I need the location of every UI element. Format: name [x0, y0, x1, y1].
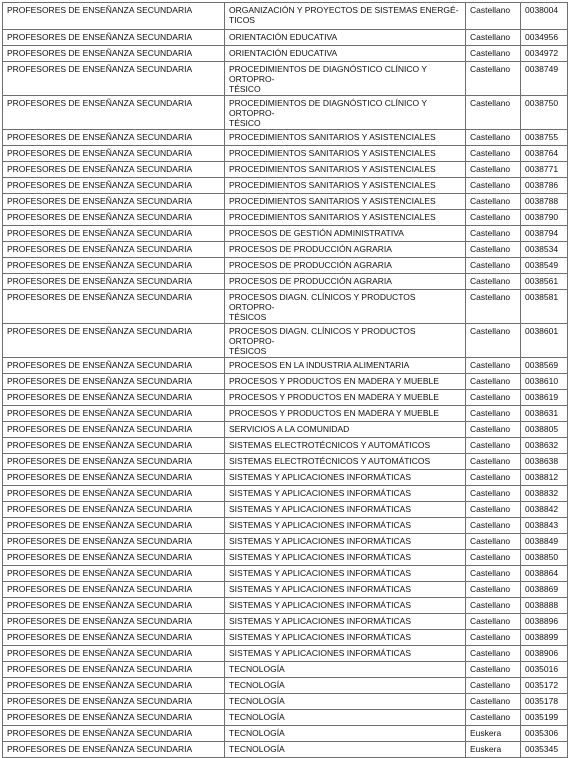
language-cell: Castellano: [466, 162, 521, 178]
specialty-cell: PROCESOS DE PRODUCCIÓN AGRARIA: [225, 274, 466, 290]
specialty-cell: PROCEDIMIENTOS SANITARIOS Y ASISTENCIALES: [225, 162, 466, 178]
specialty-cell: TECNOLOGÍA: [225, 662, 466, 678]
table-row: [3, 30, 568, 46]
language-cell: Castellano: [466, 258, 521, 274]
body-cell: PROFESORES DE ENSEÑANZA SECUNDARIA: [3, 662, 225, 678]
code-cell: 0038610: [521, 374, 568, 390]
language-cell: Castellano: [466, 710, 521, 726]
specialty-cell: PROCEDIMIENTOS SANITARIOS Y ASISTENCIALES: [225, 178, 466, 194]
language-cell: Euskera: [466, 726, 521, 742]
table-row: [3, 566, 568, 582]
body-cell: PROFESORES DE ENSEÑANZA SECUNDARIA: [3, 534, 225, 550]
table-row: [3, 742, 568, 758]
code-cell: 0038805: [521, 422, 568, 438]
body-cell: PROFESORES DE ENSEÑANZA SECUNDARIA: [3, 598, 225, 614]
language-cell: Castellano: [466, 62, 521, 96]
language-cell: Castellano: [466, 422, 521, 438]
specialty-cell: PROCESOS Y PRODUCTOS EN MADERA Y MUEBLE: [225, 374, 466, 390]
code-cell: 0038750: [521, 96, 568, 130]
specialty-cell: SISTEMAS ELECTROTÉCNICOS Y AUTOMÁTICOS: [225, 438, 466, 454]
code-cell: 0038569: [521, 358, 568, 374]
body-cell: PROFESORES DE ENSEÑANZA SECUNDARIA: [3, 502, 225, 518]
specialty-cell: SISTEMAS Y APLICACIONES INFORMÁTICAS: [225, 486, 466, 502]
specialty-cell: SERVICIOS A LA COMUNIDAD: [225, 422, 466, 438]
specialty-cell: PROCESOS DE PRODUCCIÓN AGRARIA: [225, 242, 466, 258]
specialty-cell: SISTEMAS Y APLICACIONES INFORMÁTICAS: [225, 550, 466, 566]
specialty-cell: SISTEMAS Y APLICACIONES INFORMÁTICAS: [225, 566, 466, 582]
code-cell: 0038812: [521, 470, 568, 486]
language-cell: Castellano: [466, 130, 521, 146]
code-cell: 0038534: [521, 242, 568, 258]
table-row: [3, 162, 568, 178]
language-cell: Castellano: [466, 486, 521, 502]
language-cell: Castellano: [466, 3, 521, 30]
code-cell: 0038864: [521, 566, 568, 582]
specialty-cell: SISTEMAS Y APLICACIONES INFORMÁTICAS: [225, 630, 466, 646]
language-cell: Castellano: [466, 290, 521, 324]
code-cell: 0038581: [521, 290, 568, 324]
body-cell: PROFESORES DE ENSEÑANZA SECUNDARIA: [3, 438, 225, 454]
specialty-cell: SISTEMAS Y APLICACIONES INFORMÁTICAS: [225, 614, 466, 630]
body-cell: PROFESORES DE ENSEÑANZA SECUNDARIA: [3, 406, 225, 422]
language-cell: Castellano: [466, 226, 521, 242]
table-row: [3, 258, 568, 274]
table-row: [3, 390, 568, 406]
language-cell: Castellano: [466, 694, 521, 710]
language-cell: Castellano: [466, 46, 521, 62]
table-row: [3, 406, 568, 422]
language-cell: Euskera: [466, 742, 521, 758]
language-cell: Castellano: [466, 210, 521, 226]
positions-table-body: [3, 3, 568, 758]
table-row: [3, 582, 568, 598]
specialty-cell: SISTEMAS Y APLICACIONES INFORMÁTICAS: [225, 502, 466, 518]
code-cell: 0038790: [521, 210, 568, 226]
body-cell: PROFESORES DE ENSEÑANZA SECUNDARIA: [3, 550, 225, 566]
language-cell: Castellano: [466, 534, 521, 550]
body-cell: PROFESORES DE ENSEÑANZA SECUNDARIA: [3, 454, 225, 470]
specialty-cell: SISTEMAS Y APLICACIONES INFORMÁTICAS: [225, 518, 466, 534]
body-cell: PROFESORES DE ENSEÑANZA SECUNDARIA: [3, 614, 225, 630]
code-cell: 0038638: [521, 454, 568, 470]
language-cell: Castellano: [466, 454, 521, 470]
body-cell: PROFESORES DE ENSEÑANZA SECUNDARIA: [3, 290, 225, 324]
body-cell: PROFESORES DE ENSEÑANZA SECUNDARIA: [3, 470, 225, 486]
table-row: [3, 3, 568, 30]
table-row: [3, 630, 568, 646]
table-row: [3, 178, 568, 194]
body-cell: PROFESORES DE ENSEÑANZA SECUNDARIA: [3, 258, 225, 274]
language-cell: Castellano: [466, 630, 521, 646]
code-cell: 0035199: [521, 710, 568, 726]
table-row: [3, 422, 568, 438]
language-cell: Castellano: [466, 178, 521, 194]
specialty-cell: PROCESOS EN LA INDUSTRIA ALIMENTARIA: [225, 358, 466, 374]
body-cell: PROFESORES DE ENSEÑANZA SECUNDARIA: [3, 486, 225, 502]
language-cell: Castellano: [466, 566, 521, 582]
specialty-cell: ORIENTACIÓN EDUCATIVA: [225, 30, 466, 46]
body-cell: PROFESORES DE ENSEÑANZA SECUNDARIA: [3, 694, 225, 710]
table-row: [3, 358, 568, 374]
table-row: [3, 646, 568, 662]
table-row: [3, 614, 568, 630]
language-cell: Castellano: [466, 518, 521, 534]
code-cell: 0038764: [521, 146, 568, 162]
table-row: [3, 290, 568, 324]
code-cell: 0038896: [521, 614, 568, 630]
body-cell: PROFESORES DE ENSEÑANZA SECUNDARIA: [3, 30, 225, 46]
table-row: [3, 486, 568, 502]
code-cell: 0038888: [521, 598, 568, 614]
code-cell: 0038850: [521, 550, 568, 566]
table-row: [3, 470, 568, 486]
code-cell: 0038771: [521, 162, 568, 178]
code-cell: 0035345: [521, 742, 568, 758]
table-row: [3, 374, 568, 390]
table-row: [3, 274, 568, 290]
body-cell: PROFESORES DE ENSEÑANZA SECUNDARIA: [3, 242, 225, 258]
table-row: [3, 678, 568, 694]
body-cell: PROFESORES DE ENSEÑANZA SECUNDARIA: [3, 390, 225, 406]
body-cell: PROFESORES DE ENSEÑANZA SECUNDARIA: [3, 582, 225, 598]
language-cell: Castellano: [466, 146, 521, 162]
body-cell: PROFESORES DE ENSEÑANZA SECUNDARIA: [3, 646, 225, 662]
code-cell: 0038631: [521, 406, 568, 422]
language-cell: Castellano: [466, 30, 521, 46]
language-cell: Castellano: [466, 662, 521, 678]
specialty-cell: SISTEMAS Y APLICACIONES INFORMÁTICAS: [225, 534, 466, 550]
table-row: [3, 662, 568, 678]
specialty-cell: TECNOLOGÍA: [225, 726, 466, 742]
body-cell: PROFESORES DE ENSEÑANZA SECUNDARIA: [3, 742, 225, 758]
body-cell: PROFESORES DE ENSEÑANZA SECUNDARIA: [3, 178, 225, 194]
language-cell: Castellano: [466, 646, 521, 662]
specialty-cell: SISTEMAS Y APLICACIONES INFORMÁTICAS: [225, 646, 466, 662]
body-cell: PROFESORES DE ENSEÑANZA SECUNDARIA: [3, 46, 225, 62]
code-cell: 0038849: [521, 534, 568, 550]
specialty-cell: PROCEDIMIENTOS SANITARIOS Y ASISTENCIALES: [225, 210, 466, 226]
code-cell: 0035306: [521, 726, 568, 742]
body-cell: PROFESORES DE ENSEÑANZA SECUNDARIA: [3, 324, 225, 358]
specialty-cell: PROCEDIMIENTOS SANITARIOS Y ASISTENCIALES: [225, 194, 466, 210]
language-cell: Castellano: [466, 194, 521, 210]
code-cell: 0034956: [521, 30, 568, 46]
specialty-cell: TECNOLOGÍA: [225, 742, 466, 758]
table-row: [3, 550, 568, 566]
table-row: [3, 726, 568, 742]
specialty-cell: SISTEMAS Y APLICACIONES INFORMÁTICAS: [225, 582, 466, 598]
specialty-cell: SISTEMAS ELECTROTÉCNICOS Y AUTOMÁTICOS: [225, 454, 466, 470]
code-cell: 0038632: [521, 438, 568, 454]
code-cell: 0038899: [521, 630, 568, 646]
code-cell: 0038832: [521, 486, 568, 502]
language-cell: Castellano: [466, 358, 521, 374]
language-cell: Castellano: [466, 274, 521, 290]
language-cell: Castellano: [466, 242, 521, 258]
specialty-cell: TECNOLOGÍA: [225, 694, 466, 710]
body-cell: PROFESORES DE ENSEÑANZA SECUNDARIA: [3, 146, 225, 162]
table-row: [3, 710, 568, 726]
table-row: [3, 146, 568, 162]
table-row: [3, 518, 568, 534]
table-row: [3, 454, 568, 470]
specialty-cell: TECNOLOGÍA: [225, 678, 466, 694]
language-cell: Castellano: [466, 550, 521, 566]
code-cell: 0038842: [521, 502, 568, 518]
table-row: [3, 96, 568, 130]
body-cell: PROFESORES DE ENSEÑANZA SECUNDARIA: [3, 274, 225, 290]
code-cell: 0038794: [521, 226, 568, 242]
table-row: [3, 324, 568, 358]
code-cell: 0038906: [521, 646, 568, 662]
table-row: [3, 62, 568, 96]
specialty-cell: PROCESOS Y PRODUCTOS EN MADERA Y MUEBLE: [225, 390, 466, 406]
body-cell: PROFESORES DE ENSEÑANZA SECUNDARIA: [3, 566, 225, 582]
body-cell: PROFESORES DE ENSEÑANZA SECUNDARIA: [3, 358, 225, 374]
specialty-cell: PROCEDIMIENTOS SANITARIOS Y ASISTENCIALES: [225, 146, 466, 162]
language-cell: Castellano: [466, 678, 521, 694]
body-cell: PROFESORES DE ENSEÑANZA SECUNDARIA: [3, 422, 225, 438]
table-row: [3, 226, 568, 242]
language-cell: Castellano: [466, 470, 521, 486]
language-cell: Castellano: [466, 502, 521, 518]
language-cell: Castellano: [466, 406, 521, 422]
body-cell: PROFESORES DE ENSEÑANZA SECUNDARIA: [3, 374, 225, 390]
specialty-cell: TECNOLOGÍA: [225, 710, 466, 726]
code-cell: 0035178: [521, 694, 568, 710]
code-cell: 0038549: [521, 258, 568, 274]
language-cell: Castellano: [466, 598, 521, 614]
body-cell: PROFESORES DE ENSEÑANZA SECUNDARIA: [3, 96, 225, 130]
body-cell: PROFESORES DE ENSEÑANZA SECUNDARIA: [3, 630, 225, 646]
specialty-cell: PROCESOS DIAGN. CLÍNICOS Y PRODUCTOS ORTOPRO- TÉSICOS: [225, 290, 466, 324]
code-cell: 0038601: [521, 324, 568, 358]
code-cell: 0035016: [521, 662, 568, 678]
body-cell: PROFESORES DE ENSEÑANZA SECUNDARIA: [3, 62, 225, 96]
code-cell: 0038869: [521, 582, 568, 598]
language-cell: Castellano: [466, 614, 521, 630]
code-cell: 0038843: [521, 518, 568, 534]
specialty-cell: PROCESOS DIAGN. CLÍNICOS Y PRODUCTOS ORTOPRO- TÉSICOS: [225, 324, 466, 358]
body-cell: PROFESORES DE ENSEÑANZA SECUNDARIA: [3, 678, 225, 694]
positions-table: [2, 2, 568, 758]
language-cell: Castellano: [466, 96, 521, 130]
code-cell: 0038004: [521, 3, 568, 30]
specialty-cell: SISTEMAS Y APLICACIONES INFORMÁTICAS: [225, 598, 466, 614]
specialty-cell: ORIENTACIÓN EDUCATIVA: [225, 46, 466, 62]
body-cell: PROFESORES DE ENSEÑANZA SECUNDARIA: [3, 130, 225, 146]
body-cell: PROFESORES DE ENSEÑANZA SECUNDARIA: [3, 518, 225, 534]
table-row: [3, 694, 568, 710]
specialty-cell: PROCEDIMIENTOS SANITARIOS Y ASISTENCIALES: [225, 130, 466, 146]
table-row: [3, 194, 568, 210]
body-cell: PROFESORES DE ENSEÑANZA SECUNDARIA: [3, 710, 225, 726]
language-cell: Castellano: [466, 390, 521, 406]
language-cell: Castellano: [466, 582, 521, 598]
table-row: [3, 46, 568, 62]
table-row: [3, 534, 568, 550]
specialty-cell: SISTEMAS Y APLICACIONES INFORMÁTICAS: [225, 470, 466, 486]
language-cell: Castellano: [466, 324, 521, 358]
table-row: [3, 242, 568, 258]
body-cell: PROFESORES DE ENSEÑANZA SECUNDARIA: [3, 226, 225, 242]
body-cell: PROFESORES DE ENSEÑANZA SECUNDARIA: [3, 3, 225, 30]
code-cell: 0034972: [521, 46, 568, 62]
document-table-page: [2, 2, 568, 758]
table-row: [3, 598, 568, 614]
table-row: [3, 130, 568, 146]
code-cell: 0038561: [521, 274, 568, 290]
body-cell: PROFESORES DE ENSEÑANZA SECUNDARIA: [3, 726, 225, 742]
code-cell: 0038749: [521, 62, 568, 96]
table-row: [3, 502, 568, 518]
body-cell: PROFESORES DE ENSEÑANZA SECUNDARIA: [3, 162, 225, 178]
table-row: [3, 210, 568, 226]
specialty-cell: PROCESOS Y PRODUCTOS EN MADERA Y MUEBLE: [225, 406, 466, 422]
specialty-cell: PROCESOS DE PRODUCCIÓN AGRARIA: [225, 258, 466, 274]
body-cell: PROFESORES DE ENSEÑANZA SECUNDARIA: [3, 194, 225, 210]
code-cell: 0038755: [521, 130, 568, 146]
specialty-cell: PROCEDIMIENTOS DE DIAGNÓSTICO CLÍNICO Y ORTOPRO- TÉSICO: [225, 96, 466, 130]
code-cell: 0035172: [521, 678, 568, 694]
code-cell: 0038786: [521, 178, 568, 194]
specialty-cell: PROCESOS DE GESTIÓN ADMINISTRATIVA: [225, 226, 466, 242]
body-cell: PROFESORES DE ENSEÑANZA SECUNDARIA: [3, 210, 225, 226]
table-row: [3, 438, 568, 454]
code-cell: 0038619: [521, 390, 568, 406]
specialty-cell: PROCEDIMIENTOS DE DIAGNÓSTICO CLÍNICO Y ORTOPRO- TÉSICO: [225, 62, 466, 96]
language-cell: Castellano: [466, 374, 521, 390]
specialty-cell: ORGANIZACIÓN Y PROYECTOS DE SISTEMAS ENERGÉ- TICOS: [225, 3, 466, 30]
code-cell: 0038788: [521, 194, 568, 210]
language-cell: Castellano: [466, 438, 521, 454]
